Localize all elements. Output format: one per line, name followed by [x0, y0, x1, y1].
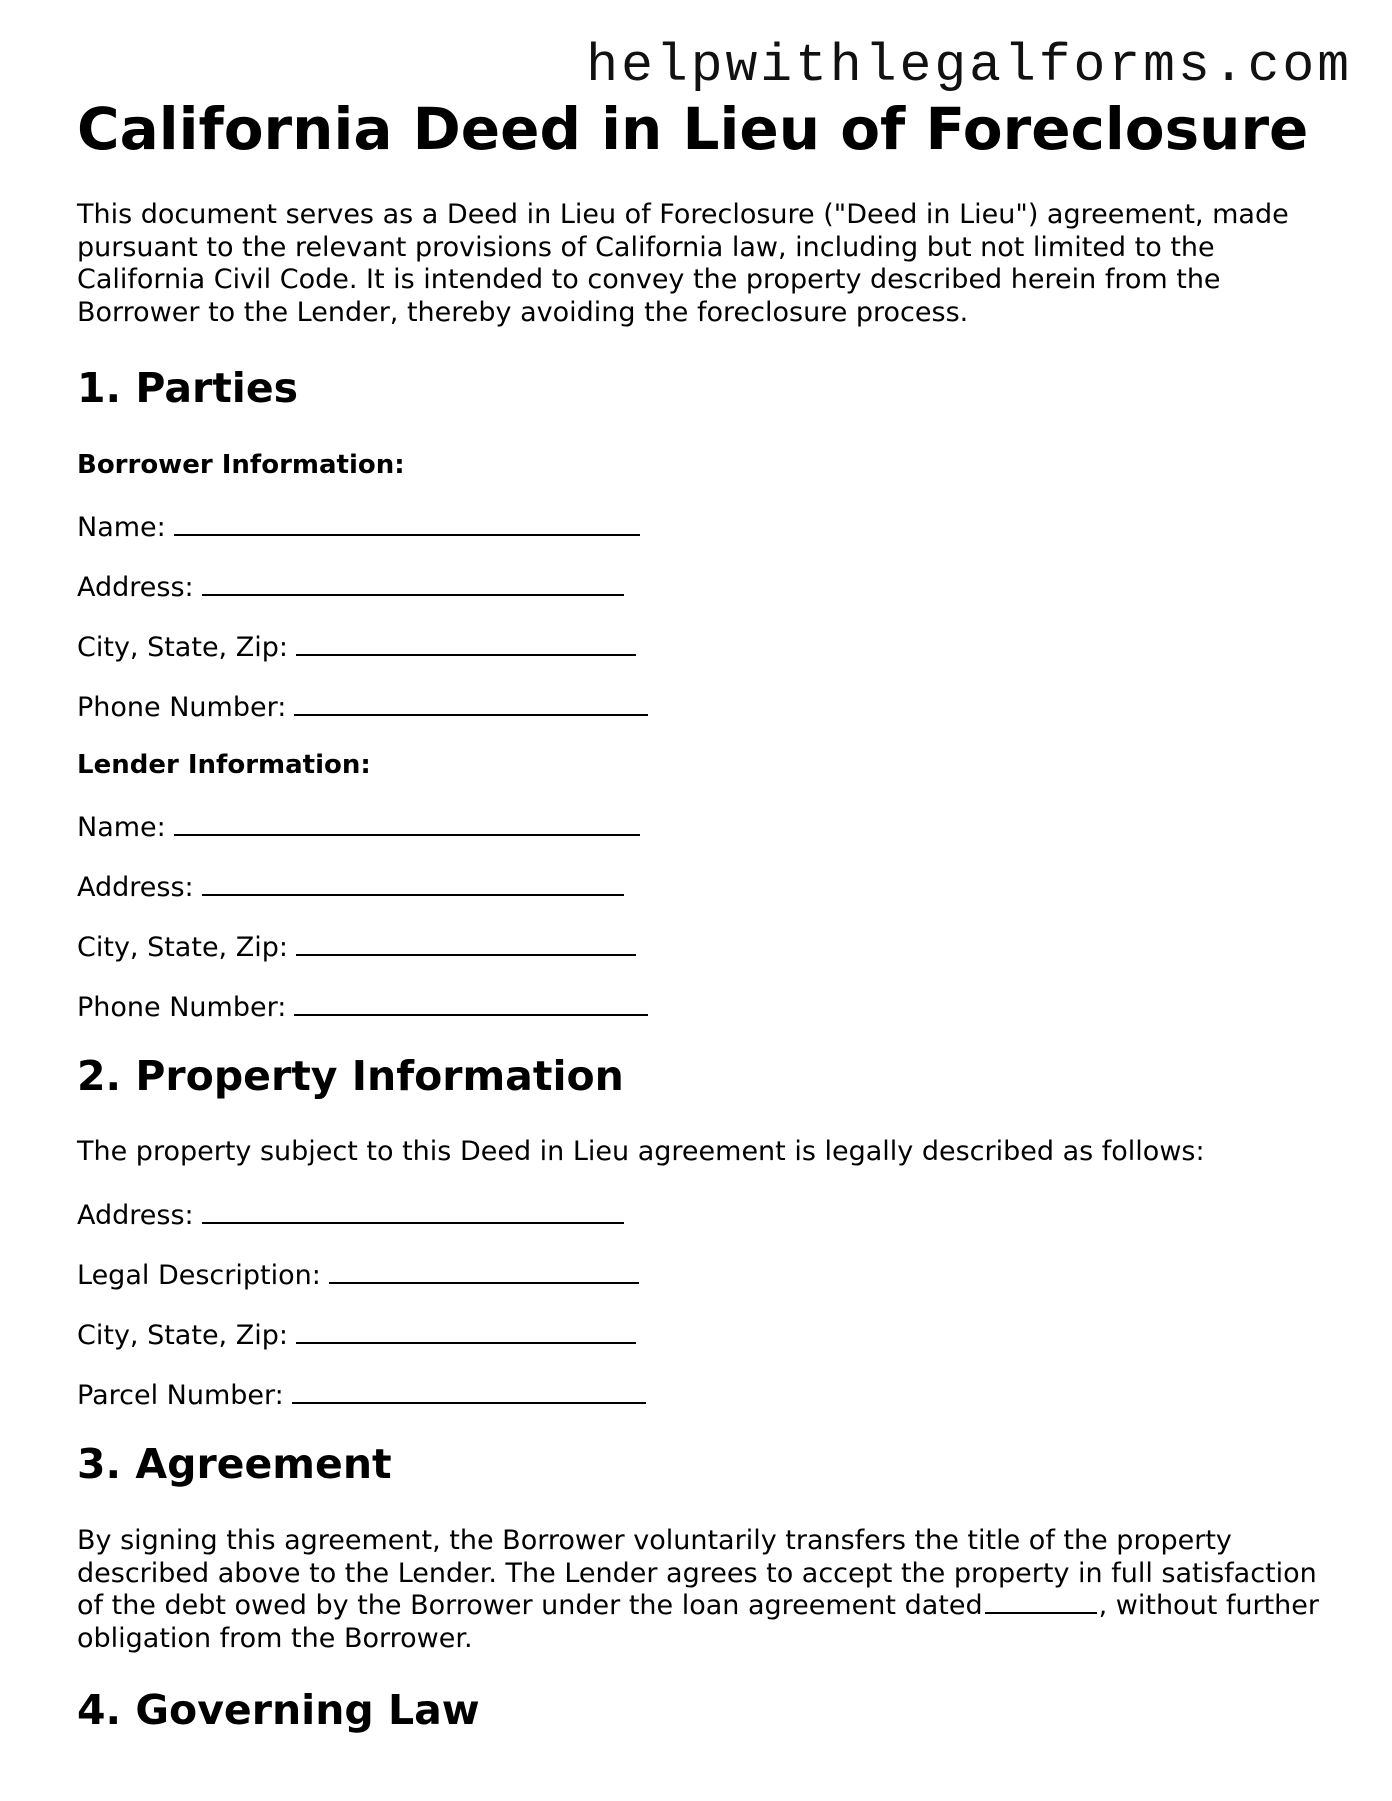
lender-city-label: City, State, Zip: [77, 932, 288, 963]
lender-name-blank[interactable] [174, 808, 640, 836]
lender-address-blank[interactable] [202, 868, 624, 896]
property-city-label: City, State, Zip: [77, 1320, 288, 1351]
property-parcel-blank[interactable] [292, 1376, 646, 1404]
borrower-city-label: City, State, Zip: [77, 632, 288, 663]
agreement-paragraph [77, 1525, 1327, 1655]
borrower-address-label: Address: [77, 572, 194, 603]
borrower-address-field [77, 568, 624, 604]
lender-phone-field [77, 988, 648, 1024]
section-agreement-heading: 3. Agreement [77, 1440, 392, 1488]
lender-name-label: Name: [77, 812, 166, 843]
lender-phone-blank[interactable] [294, 988, 648, 1016]
section-governing-law-heading: 4. Governing Law [77, 1686, 480, 1734]
watermark: helpwithlegalforms.com [586, 36, 1352, 96]
borrower-city-blank[interactable] [296, 628, 636, 656]
loan-date-blank[interactable] [985, 1590, 1097, 1614]
borrower-city-field [77, 628, 636, 664]
property-intro-paragraph: The property subject to this Deed in Lieu agreement is legally described as follows: [77, 1136, 1205, 1167]
property-address-label: Address: [77, 1200, 194, 1231]
borrower-info-heading: Borrower Information: [77, 450, 405, 480]
intro-paragraph: This document serves as a Deed in Lieu of Foreclosure ("Deed in Lieu") agreement, made pursuant to the relevant provisions of California law, including but not limited to the California Civil Code. It is intended to convey the property described herein from the Borrower to the Lender, thereby avoiding the foreclosure process. [77, 199, 1289, 328]
borrower-name-label: Name: [77, 512, 166, 543]
lender-phone-label: Phone Number: [77, 992, 287, 1023]
section-property-heading: 2. Property Information [77, 1052, 624, 1100]
lender-city-field [77, 928, 636, 964]
borrower-phone-field [77, 688, 648, 724]
borrower-name-field [77, 508, 640, 544]
property-parcel-label: Parcel Number: [77, 1380, 284, 1411]
property-address-blank[interactable] [202, 1196, 624, 1224]
borrower-name-blank[interactable] [174, 508, 640, 536]
lender-name-field [77, 808, 640, 844]
property-parcel-field [77, 1376, 646, 1412]
lender-address-label: Address: [77, 872, 194, 903]
document-title: California Deed in Lieu of Foreclosure [77, 95, 1309, 163]
property-legal-description-blank[interactable] [329, 1256, 639, 1284]
property-legal-description-field [77, 1256, 639, 1292]
property-city-field [77, 1316, 636, 1352]
borrower-phone-blank[interactable] [294, 688, 648, 716]
property-city-blank[interactable] [296, 1316, 636, 1344]
lender-info-heading: Lender Information: [77, 750, 371, 780]
section-parties-heading: 1. Parties [77, 364, 299, 412]
property-legal-description-label: Legal Description: [77, 1260, 321, 1291]
property-address-field [77, 1196, 624, 1232]
agreement-text: By signing this agreement, the Borrower voluntarily transfers the title of the property described above to the Lender. The Lender agrees to accept the property in full satisfaction of the debt owed by the Borrower under the loan agreement dated [77, 1525, 1317, 1621]
lender-city-blank[interactable] [296, 928, 636, 956]
borrower-address-blank[interactable] [202, 568, 624, 596]
borrower-phone-label: Phone Number: [77, 692, 287, 723]
agreement-text-end: , without further obligation from the Borrower. [77, 1590, 1319, 1654]
lender-address-field [77, 868, 624, 904]
